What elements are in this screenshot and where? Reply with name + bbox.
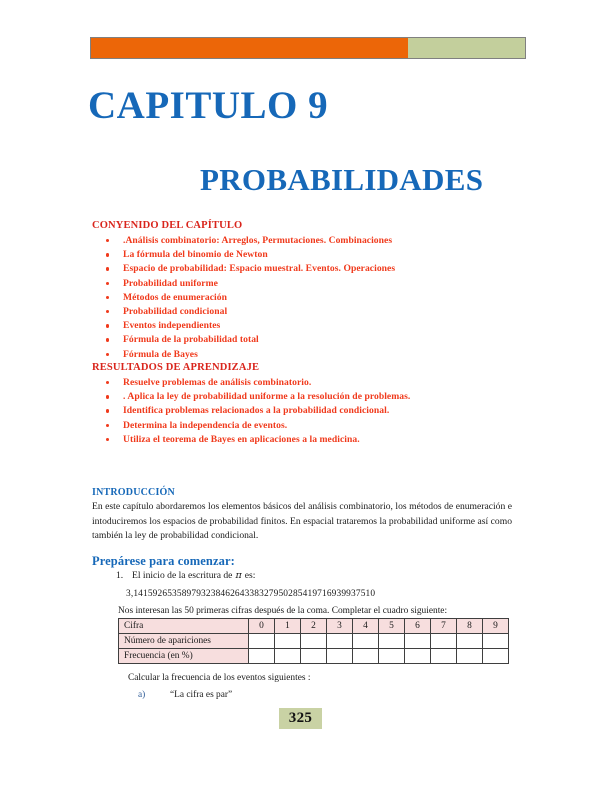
- pi-digits-value: 3,14159265358979323846264338327950285419716939937510: [126, 589, 376, 599]
- bullet-icon: [106, 239, 109, 242]
- table-input-cell[interactable]: [275, 649, 301, 664]
- table-input-cell[interactable]: [483, 634, 509, 649]
- list-item-label: Métodos de enumeración: [123, 291, 227, 303]
- header-decorative-bar: [90, 37, 526, 59]
- list-item-label: Eventos independientes: [123, 320, 221, 332]
- table-input-cell[interactable]: [249, 634, 275, 649]
- table-header-cell: 7: [431, 619, 457, 634]
- subject-title: PROBABILIDADES: [200, 162, 484, 197]
- list-item: [92, 348, 395, 362]
- item-marker: 1.: [116, 570, 124, 581]
- table-header-cell: 3: [327, 619, 353, 634]
- sub-item-label: “La cifra es par”: [170, 690, 233, 700]
- list-item-label: Fórmula de la probabilidad total: [123, 334, 259, 346]
- numbered-item-1: [116, 570, 255, 581]
- bullet-icon: [106, 395, 109, 398]
- table-input-cell[interactable]: [457, 649, 483, 664]
- list-item-label: Utiliza el teorema de Bayes en aplicaciones a la medicina.: [123, 433, 360, 445]
- outcomes-list: [92, 376, 410, 447]
- page-number: 325: [279, 708, 322, 729]
- header-bar-orange-segment: [91, 38, 408, 58]
- table-header-cell: 9: [483, 619, 509, 634]
- table-row: [119, 619, 509, 634]
- list-item-label: Identifica problemas relacionados a la probabilidad condicional.: [123, 405, 390, 417]
- list-item-label: Espacio de probabilidad: Espacio muestral. Eventos. Operaciones: [123, 263, 396, 275]
- table-input-cell[interactable]: [353, 649, 379, 664]
- list-item: [92, 390, 410, 404]
- bullet-icon: [106, 338, 109, 341]
- table-header-cell: 5: [379, 619, 405, 634]
- table-header-cell: 0: [249, 619, 275, 634]
- table-header-cell: 4: [353, 619, 379, 634]
- bullet-icon: [106, 409, 109, 412]
- list-item-label: .Análisis combinatorio: Arreglos, Permutaciones. Combinaciones: [123, 235, 393, 246]
- table-header-cell: 2: [301, 619, 327, 634]
- bullet-icon: [106, 324, 109, 327]
- table-input-cell[interactable]: [353, 634, 379, 649]
- table-row-label: Frecuencia (en %): [119, 649, 249, 664]
- list-item: [92, 262, 395, 276]
- list-item-label: Fórmula de Bayes: [123, 348, 198, 360]
- table-row-label: Cifra: [119, 619, 249, 634]
- list-item-label: Determina la independencia de eventos.: [123, 419, 288, 431]
- outcomes-heading: RESULTADOS DE APRENDIZAJE: [92, 362, 260, 373]
- item-text-before: El inicio de la escritura de: [132, 570, 233, 581]
- table-input-cell[interactable]: [405, 634, 431, 649]
- bullet-icon: [106, 253, 109, 256]
- calculate-instruction: Calcular la frecuencia de los eventos siguientes :: [128, 673, 311, 683]
- bullet-icon: [106, 438, 109, 441]
- pi-symbol: π: [235, 570, 242, 581]
- table-input-cell[interactable]: [457, 634, 483, 649]
- prepare-heading: Prepárese para comenzar:: [92, 554, 235, 568]
- table-header-cell: 8: [457, 619, 483, 634]
- table-input-cell[interactable]: [483, 649, 509, 664]
- sub-item-a: [138, 690, 232, 700]
- list-item: [92, 248, 395, 262]
- bullet-icon: [106, 267, 109, 270]
- table-input-cell[interactable]: [405, 649, 431, 664]
- bullet-icon: [106, 310, 109, 313]
- list-item: [92, 319, 395, 333]
- contents-heading: CONYENIDO DEL CAPÍTULO: [92, 220, 243, 231]
- list-item-label: Probabilidad uniforme: [123, 277, 218, 289]
- table-input-cell[interactable]: [431, 634, 457, 649]
- table-input-cell[interactable]: [275, 634, 301, 649]
- list-item: [92, 404, 410, 418]
- table-input-cell[interactable]: [327, 649, 353, 664]
- list-item: [92, 277, 395, 291]
- table-instruction-text: Nos interesan las 50 primeras cifras después de la coma. Completar el cuadro siguiente:: [118, 606, 448, 616]
- table-input-cell[interactable]: [301, 649, 327, 664]
- list-item: [92, 305, 395, 319]
- introduction-heading: INTRODUCCIÓN: [92, 487, 175, 498]
- table-input-cell[interactable]: [379, 634, 405, 649]
- list-item: [92, 333, 395, 347]
- bullet-icon: [106, 282, 109, 285]
- list-item: [92, 291, 395, 305]
- list-item-label: Probabilidad condicional: [123, 306, 228, 318]
- table-input-cell[interactable]: [249, 649, 275, 664]
- table-input-cell[interactable]: [327, 634, 353, 649]
- bullet-icon: [106, 296, 109, 299]
- chapter-title: CAPITULO 9: [88, 84, 329, 127]
- table-row: [119, 649, 509, 664]
- header-bar-green-segment: [408, 38, 525, 58]
- list-item-label: La fórmula del binomio de Newton: [123, 249, 268, 261]
- table-input-cell[interactable]: [431, 649, 457, 664]
- list-item-label: . Aplica la ley de probabilidad uniforme a la resolución de problemas.: [123, 391, 411, 403]
- digit-frequency-table: [118, 618, 509, 664]
- list-item: [92, 376, 410, 390]
- bullet-icon: [106, 381, 109, 384]
- table-header-cell: 6: [405, 619, 431, 634]
- bullet-icon: [106, 353, 109, 356]
- table-row-label: Número de apariciones: [119, 634, 249, 649]
- item-text-after: es:: [244, 570, 256, 581]
- bullet-icon: [106, 424, 109, 427]
- contents-list: [92, 234, 395, 362]
- table-header-cell: 1: [275, 619, 301, 634]
- list-item: [92, 234, 395, 248]
- list-item: [92, 433, 410, 447]
- table-input-cell[interactable]: [379, 649, 405, 664]
- table-row: [119, 634, 509, 649]
- introduction-paragraph: En este capítulo abordaremos los elementos básicos del análisis combinatorio, los métodos de enumeración e intoduciremos los espacios de probabilidad finitos. En espacial trataremos la probabilidad uniforme así como también la ley de probabilidad condicional.: [92, 501, 512, 541]
- table-input-cell[interactable]: [301, 634, 327, 649]
- list-item: [92, 419, 410, 433]
- list-item-label: Resuelve problemas de análisis combinatorio.: [123, 377, 312, 388]
- sub-item-marker: a): [138, 690, 146, 700]
